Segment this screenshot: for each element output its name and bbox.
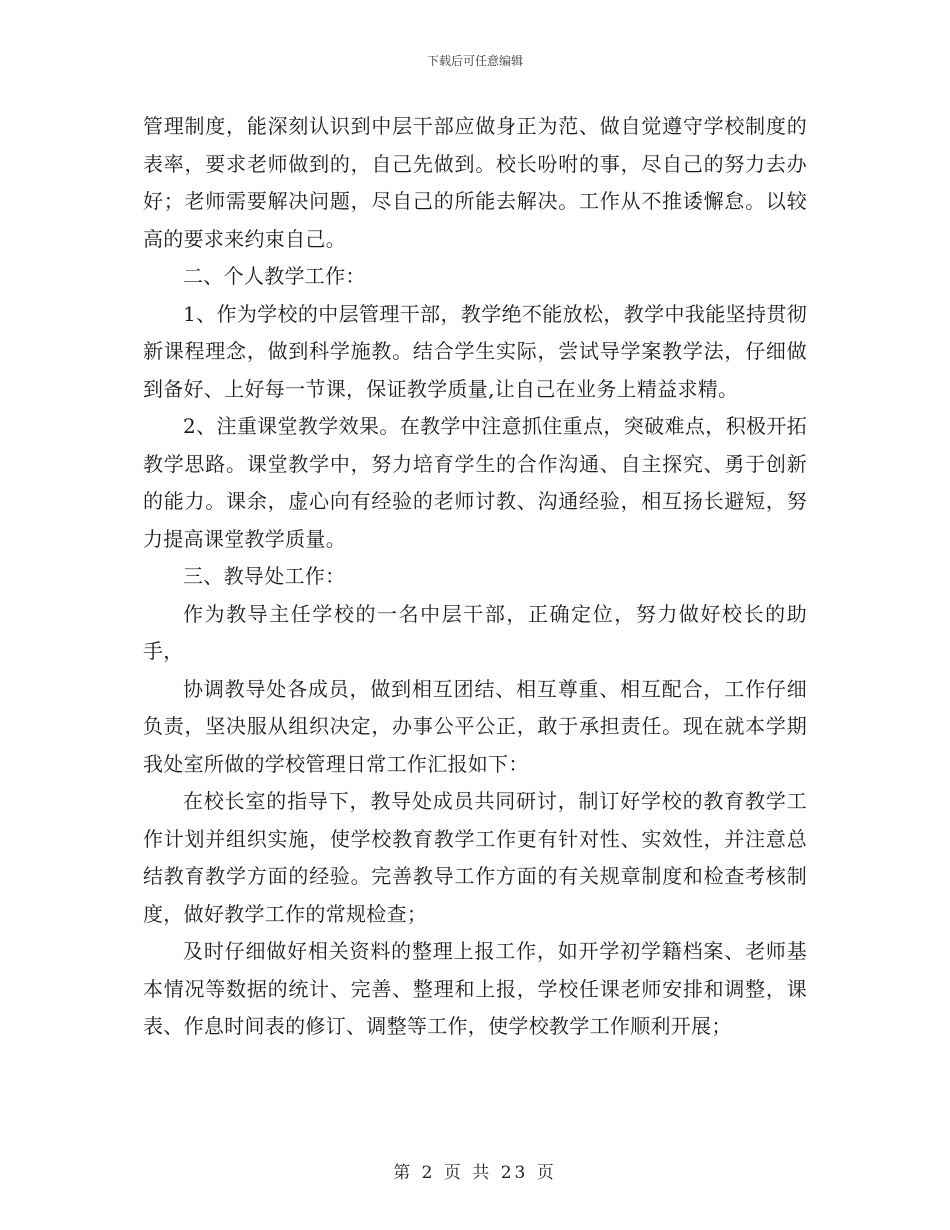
header-note: 下载后可任意编辑 bbox=[426, 54, 523, 68]
paragraph-6: 作为教导主任学校的一名中层干部，正确定位，努力做好校长的助手， bbox=[143, 601, 807, 663]
paragraph-4: 2、注重课堂教学效果。在教学中注意抓住重点，突破难点，积极开拓教学思路。课堂教学中，努力培育学生的合作沟通、自主探究、勇于创新的能力。课余，虚心向有经验的老师讨教、沟通经验，相互扬长避短，努力提高课堂教学质量。 bbox=[143, 414, 807, 551]
document-body bbox=[143, 108, 807, 1046]
paragraph-7: 协调教导处各成员，做到相互团结、相互尊重、相互配合，工作仔细负责，坚决服从组织决定，办事公平公正，敢于承担责任。现在就本学期我处室所做的学校管理日常工作汇报如下： bbox=[143, 676, 807, 776]
section-heading-2: 二、个人教学工作： bbox=[183, 264, 366, 288]
paragraph-8: 在校长室的指导下，教导处成员共同研讨，制订好学校的教育教学工作计划并组织实施，使学校教育教学工作更有针对性、实效性，并注意总结教育教学方面的经验。完善教导工作方面的有关规章制度和检查考核制度，做好教学工作的常规检查； bbox=[143, 789, 807, 926]
page-number: 第 2 页 共 23 页 bbox=[393, 1163, 557, 1183]
paragraph-3: 1、作为学校的中层管理干部，教学绝不能放松，教学中我能坚持贯彻新课程理念，做到科学施教。结合学生实际，尝试导学案教学法，仔细做到备好、上好每一节课，保证教学质量,让自己在业务上精益求精。 bbox=[143, 301, 807, 401]
paragraph-9: 及时仔细做好相关资料的整理上报工作，如开学初学籍档案、老师基本情况等数据的统计、完善、整理和上报，学校任课老师安排和调整，课表、作息时间表的修订、调整等工作，使学校教学工作顺利开展； bbox=[143, 939, 807, 1038]
paragraph-1: 管理制度，能深刻认识到中层干部应做身正为范、做自觉遵守学校制度的表率，要求老师做到的，自己先做到。校长吩咐的事，尽自己的努力去办好；老师需要解决问题，尽自己的所能去解决。工作从不推诿懈怠。以较高的要求来约束自己。 bbox=[143, 114, 807, 251]
section-heading-3: 三、教导处工作： bbox=[183, 564, 346, 588]
